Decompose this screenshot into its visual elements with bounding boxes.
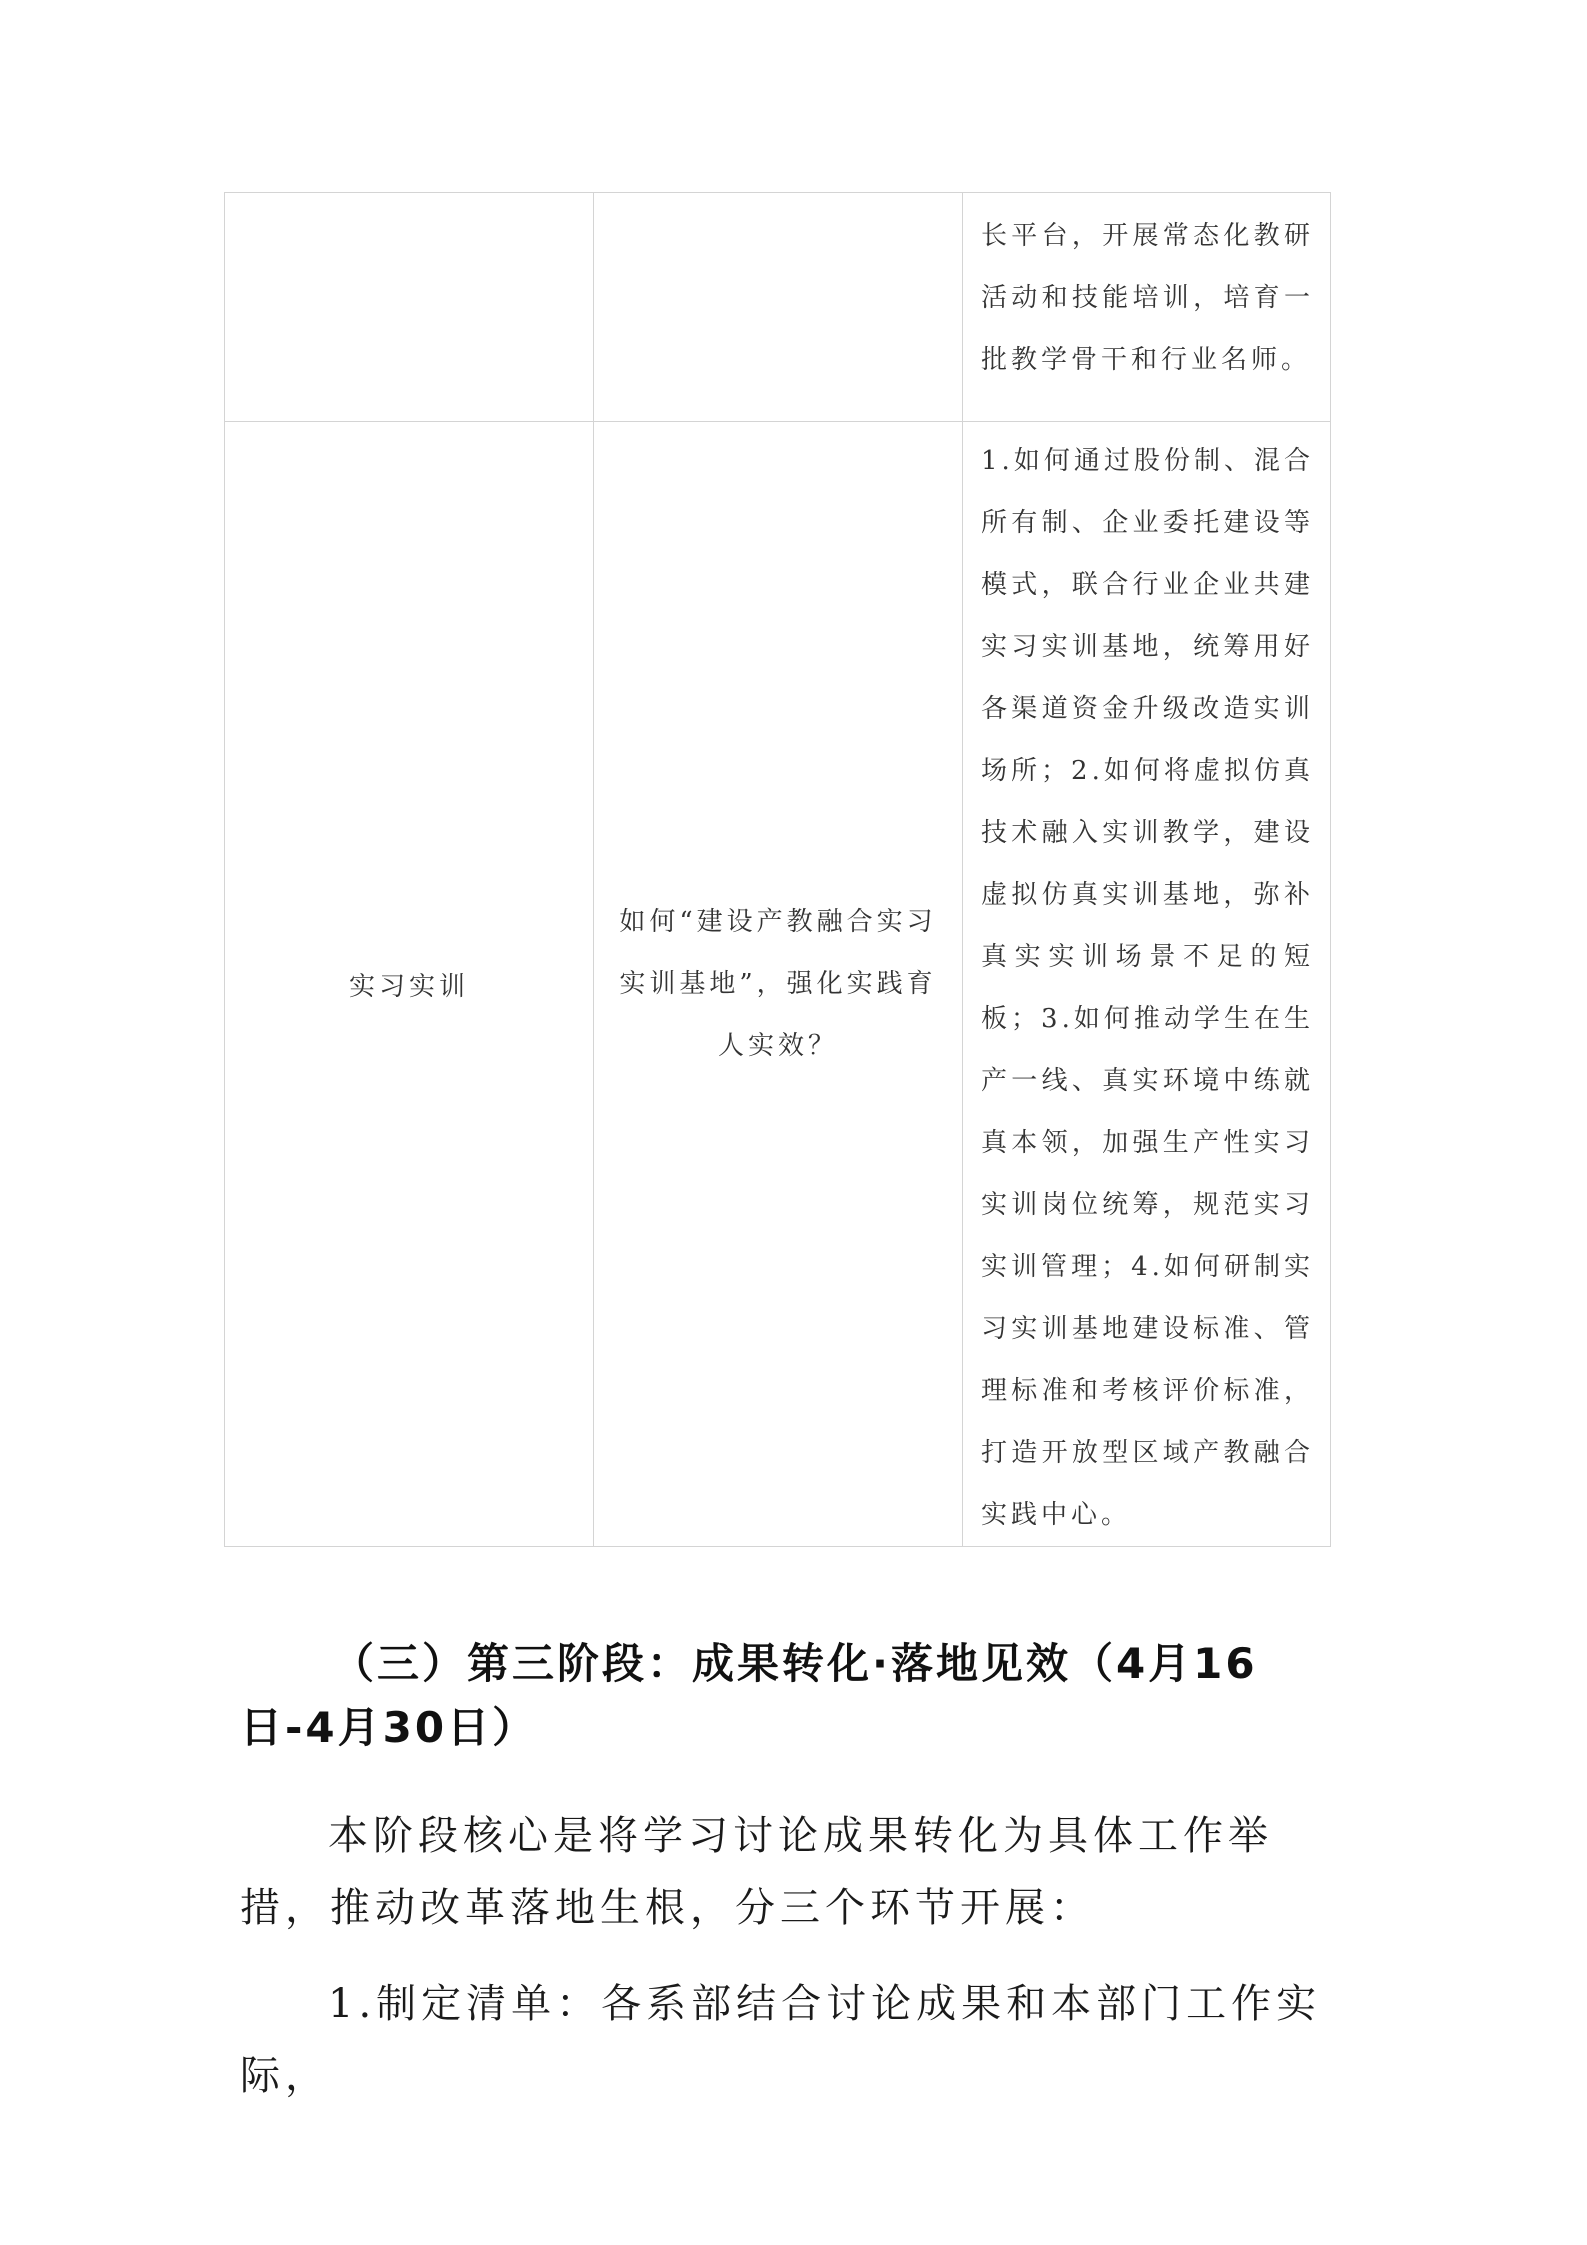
discussion-topics-table [224, 192, 1331, 1547]
table-cell-question [594, 193, 963, 422]
table-cell-category [225, 193, 594, 422]
section-heading: （三）第三阶段：成果转化·落地见效（4月16日-4月30日） [240, 1639, 1258, 1752]
table-row [225, 422, 1331, 1547]
table-cell-category: 实习实训 [225, 422, 594, 1547]
table-cell-details: 1.如何通过股份制、混合所有制、企业委托建设等模式，联合行业企业共建实习实训基地，统筹用好各渠道资金升级改造实训场所；2.如何将虚拟仿真技术融入实训教学，建设虚拟仿真实训基地，弥补真实实训场景不足的短板；3.如何推动学生在生产一线、真实环境中练就真本领，加强生产性实习实训岗位统筹，规范实习实训管理；4.如何研制实习实训基地建设标准、管理标准和考核评价标准，打造开放型区域产教融合实践中心。 [963, 422, 1331, 1547]
table-cell-details: 长平台，开展常态化教研活动和技能培训，培育一批教学骨干和行业名师。 [963, 193, 1331, 422]
body-paragraph: 1.制定清单：各系部结合讨论成果和本部门工作实际， [240, 1981, 1322, 2099]
table-row [225, 193, 1331, 422]
body-paragraph: 本阶段核心是将学习讨论成果转化为具体工作举措，推动改革落地生根，分三个环节开展： [240, 1813, 1273, 1931]
table-cell-question: 如何“建设产教融合实习实训基地”，强化实践育人实效？ [594, 422, 963, 1547]
